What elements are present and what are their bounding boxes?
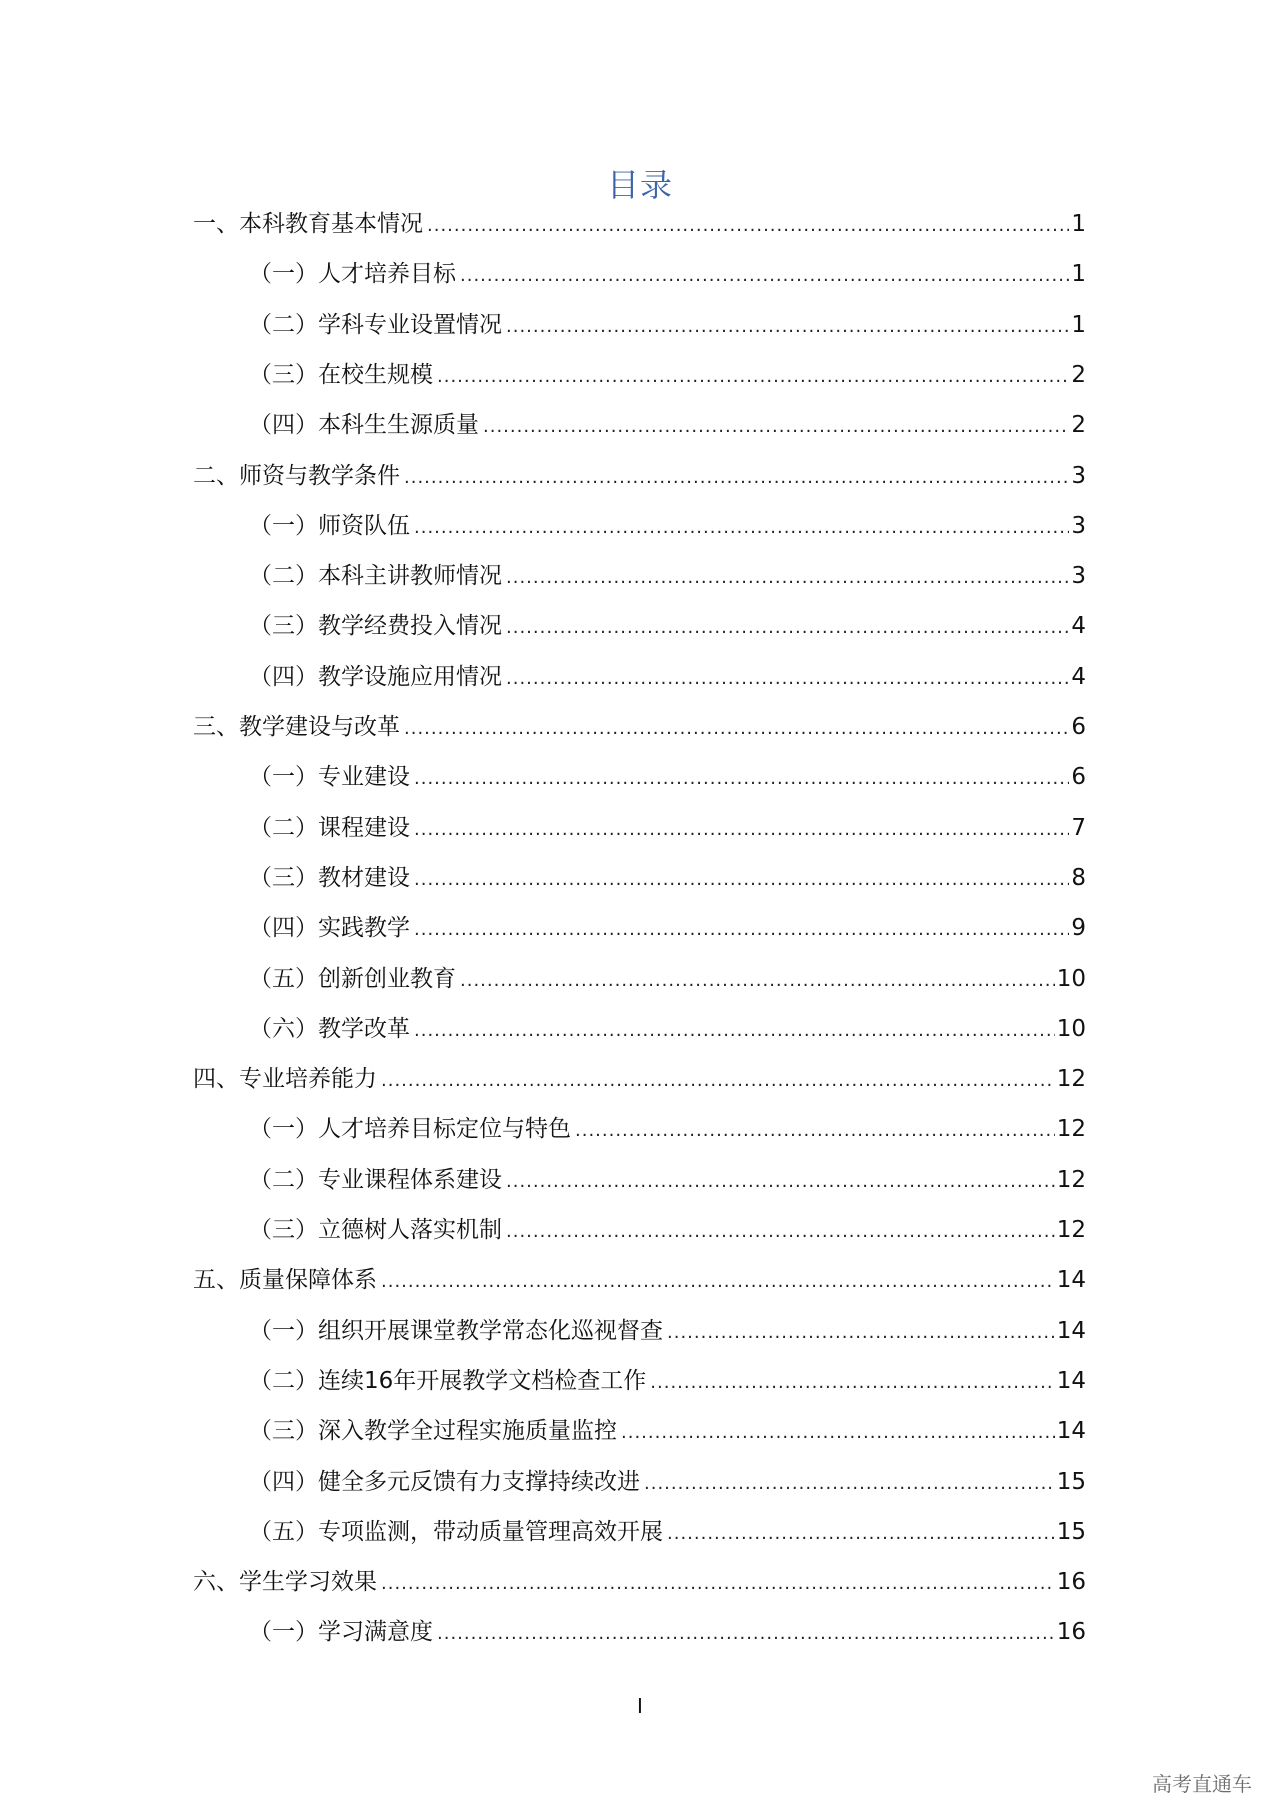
toc-leader-dots [506,608,1069,648]
toc-entry-page: 8 [1071,864,1086,891]
toc-leader-dots [575,1111,1055,1151]
page-number: I [637,1694,643,1718]
toc-leader-dots [644,1464,1055,1504]
toc-entry[interactable] [249,1411,1086,1451]
toc-entry-label: （五）创新创业教育 [249,965,456,992]
toc-entry-label: （二）本科主讲教师情况 [249,563,502,590]
toc-entry[interactable] [193,707,1086,747]
toc-entry[interactable] [249,1361,1086,1401]
toc-entry-page: 1 [1071,211,1086,237]
toc-entry-page: 6 [1071,764,1086,791]
toc-leader-dots [414,860,1069,900]
toc-entry-label: （一）学习满意度 [249,1619,433,1646]
toc-leader-dots [437,357,1069,397]
toc-entry[interactable] [193,1562,1086,1602]
toc-entry-label: （一）人才培养目标 [249,261,456,288]
toc-entry-label: 三、教学建设与改革 [193,714,400,740]
toc-entry[interactable] [249,808,1086,848]
toc-entry[interactable] [193,204,1086,244]
toc-entry-page: 14 [1056,1367,1086,1394]
toc-entry-page: 7 [1071,814,1086,841]
toc-entry[interactable] [193,1059,1086,1099]
toc-entry[interactable] [249,355,1086,395]
toc-leader-dots [404,709,1069,749]
toc-entry-page: 1 [1071,261,1086,288]
toc-entry-page: 16 [1056,1569,1086,1596]
toc-entry[interactable] [249,959,1086,999]
toc-leader-dots [414,910,1069,950]
toc-entry-label: （一）专业建设 [249,764,410,791]
toc-entry-page: 10 [1056,1015,1086,1042]
toc-entry-page: 1 [1071,311,1086,338]
toc-entry-page: 4 [1071,663,1086,690]
toc-entry[interactable] [249,1311,1086,1351]
toc-entry[interactable] [249,1512,1086,1552]
toc-leader-dots [460,961,1055,1001]
toc-entry-label: （三）深入教学全过程实施质量监控 [249,1418,617,1445]
toc-entry-page: 15 [1056,1518,1086,1545]
toc-entry[interactable] [193,1260,1086,1300]
toc-entry[interactable] [249,908,1086,948]
toc-entry[interactable] [193,456,1086,496]
toc-entry[interactable] [249,1612,1086,1652]
toc-entry-page: 12 [1056,1116,1086,1143]
toc-leader-dots [506,659,1069,699]
toc-leader-dots [506,307,1069,347]
toc-leader-dots [437,1614,1055,1654]
toc-title: 目录 [606,166,673,204]
toc-leader-dots [483,407,1069,447]
toc-entry[interactable] [249,305,1086,345]
toc-entry-label: （三）教学经费投入情况 [249,613,502,640]
toc-entry-page: 16 [1056,1619,1086,1646]
toc-entry-label: 二、师资与教学条件 [193,462,400,489]
toc-entry-page: 14 [1056,1418,1086,1445]
toc-entry-label: （四）健全多元反馈有力支撑持续改进 [249,1468,640,1495]
toc-entry-page: 14 [1056,1317,1086,1344]
toc-entry-page: 3 [1071,563,1086,590]
toc-entry-label: 五、质量保障体系 [193,1267,377,1294]
toc-leader-dots [414,759,1069,799]
toc-leader-dots [667,1313,1055,1353]
toc-entry-label: （四）本科生生源质量 [249,412,479,439]
toc-entry-label: （一）师资队伍 [249,512,410,539]
toc-entry[interactable] [249,506,1086,546]
toc-leader-dots [381,1564,1055,1604]
toc-entry-label: （三）立德树人落实机制 [249,1217,502,1243]
toc-entry[interactable] [249,657,1086,697]
toc-leader-dots [381,1061,1055,1101]
toc-entry-page: 4 [1071,613,1086,640]
toc-entry-page: 2 [1071,412,1086,439]
toc-entry-label: （二）专业课程体系建设 [249,1166,502,1193]
toc-entry-page: 12 [1056,1166,1086,1193]
toc-entry-label: （六）教学改革 [249,1015,410,1042]
toc-entry[interactable] [249,556,1086,596]
toc-entry[interactable] [249,858,1086,898]
toc-entry-label: 四、专业培养能力 [193,1066,377,1093]
toc-entry-label: （二）课程建设 [249,814,410,841]
toc-entry-label: 六、学生学习效果 [193,1569,377,1596]
toc-entry-label: 一、本科教育基本情况 [193,211,423,237]
toc-leader-dots [621,1413,1055,1453]
toc-entry-page: 12 [1056,1066,1086,1093]
toc-entry-page: 3 [1071,512,1086,539]
toc-entry[interactable] [249,606,1086,646]
toc-leader-dots [414,508,1069,548]
toc-leader-dots [414,810,1069,850]
toc-entry[interactable] [249,757,1086,797]
toc-leader-dots [506,1162,1055,1202]
toc-entry[interactable] [249,1210,1086,1250]
watermark-text: 高考直通车 [1152,1772,1252,1796]
toc-leader-dots [404,458,1069,498]
toc-entry-page: 15 [1056,1468,1086,1495]
toc-leader-dots [506,558,1069,598]
toc-entry-label: （四）实践教学 [249,915,410,942]
toc-entry-label: （二）连续16年开展教学文档检查工作 [249,1367,647,1394]
toc-entry[interactable] [249,1462,1086,1502]
toc-entry[interactable] [249,1109,1086,1149]
toc-entry-page: 12 [1056,1217,1086,1243]
toc-entry-page: 9 [1071,915,1086,942]
toc-leader-dots [381,1262,1055,1302]
toc-leader-dots [650,1363,1054,1403]
toc-entry[interactable] [249,1009,1086,1049]
toc-entry-label: （五）专项监测，带动质量管理高效开展 [249,1518,663,1545]
toc-entry-page: 2 [1071,361,1086,388]
toc-leader-dots [414,1011,1055,1051]
toc-entry-page: 3 [1071,462,1086,489]
toc-entry[interactable] [249,1160,1086,1200]
toc-entry-page: 10 [1056,965,1086,992]
toc-entry-label: （三）教材建设 [249,864,410,891]
toc-leader-dots [460,256,1069,296]
toc-entry[interactable] [249,254,1086,294]
toc-leader-dots [667,1514,1055,1554]
toc-entry-label: （一）人才培养目标定位与特色 [249,1116,571,1143]
toc-entry-label: （一）组织开展课堂教学常态化巡视督查 [249,1317,663,1344]
toc-entry[interactable] [249,405,1086,445]
toc-entry-label: （三）在校生规模 [249,361,433,388]
toc-leader-dots [427,206,1069,246]
toc-entry-label: （四）教学设施应用情况 [249,663,502,690]
toc-entry-page: 14 [1056,1267,1086,1294]
toc-entry-label: （二）学科专业设置情况 [249,311,502,338]
toc-leader-dots [506,1212,1055,1252]
toc-entry-page: 6 [1071,714,1086,740]
